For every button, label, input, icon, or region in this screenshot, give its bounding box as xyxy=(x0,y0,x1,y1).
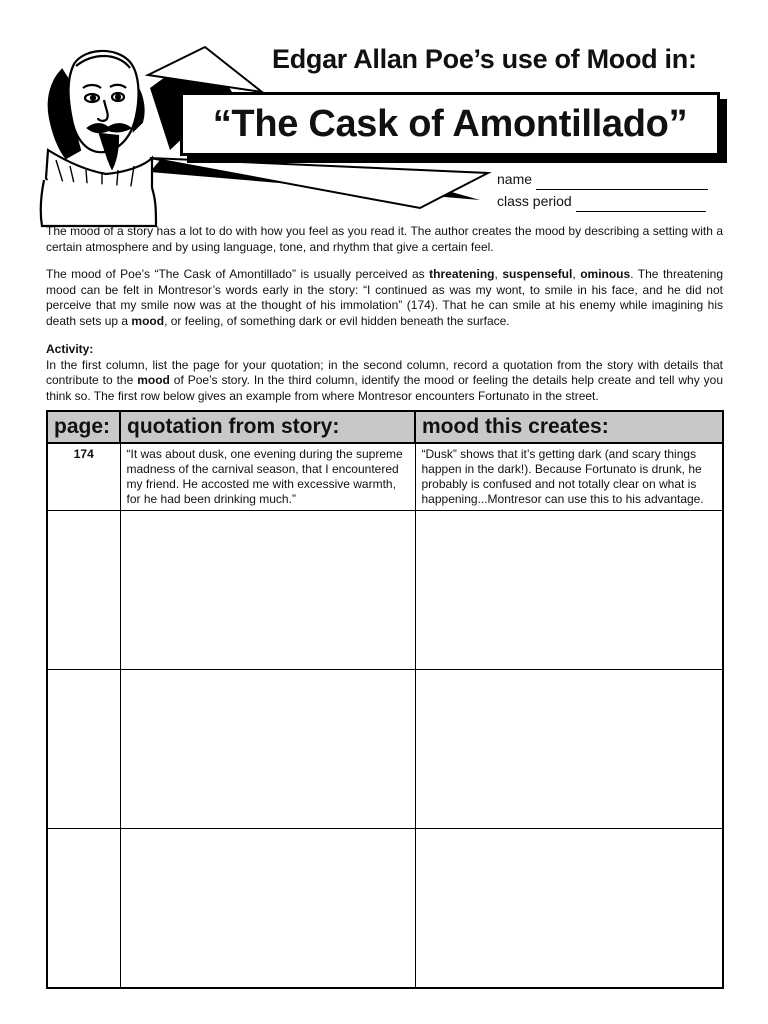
mood-worksheet-table xyxy=(46,410,724,989)
p2-bold-mood: mood xyxy=(131,313,165,328)
intro-paragraph-2 xyxy=(46,267,723,329)
header-page: page: xyxy=(47,411,120,443)
blank-quote-cell[interactable] xyxy=(120,829,415,989)
p2-bold-ominous: ominous xyxy=(580,267,631,281)
blank-page-cell[interactable] xyxy=(47,511,120,670)
p2-bold-threatening: threatening xyxy=(429,267,495,281)
blank-mood-cell[interactable] xyxy=(415,829,723,989)
table-row xyxy=(47,511,723,670)
blank-page-cell[interactable] xyxy=(47,670,120,829)
blank-quote-cell[interactable] xyxy=(120,511,415,670)
class-period-label: class period xyxy=(497,193,572,209)
p2-bold-suspenseful: suspenseful xyxy=(502,267,573,281)
activity-paragraph xyxy=(46,342,723,404)
example-quote-cell: “It was about dusk, one evening during the supreme madness of the carnival season, that I encountered my friend. He accosted me with excessive warmth, for he had been drinking much.” xyxy=(120,443,415,511)
activity-text-before: In the first column, list the page for your quotation; in the second column, record a quotation from the story with details that contribute to the xyxy=(46,357,723,387)
name-label: name xyxy=(497,171,533,187)
table-row xyxy=(47,829,723,989)
class-period-field-row xyxy=(497,190,708,212)
name-blank-line[interactable] xyxy=(536,174,708,190)
blank-mood-cell[interactable] xyxy=(415,511,723,670)
name-field-row xyxy=(497,168,708,190)
example-row xyxy=(47,443,723,511)
table-row xyxy=(47,670,723,829)
worksheet-title: “The Cask of Amontillado” xyxy=(212,102,688,145)
example-page-cell: 174 xyxy=(47,443,120,511)
intro-paragraph-1: The mood of a story has a lot to do with how you feel as you read it. The author creates the mood by describing a setting with a certain atmosphere and by using language, tone, and rhythm that give a certain feel. xyxy=(46,224,723,254)
lower-wedge xyxy=(150,158,488,208)
activity-heading: Activity: xyxy=(46,342,94,356)
activity-bold-mood: mood xyxy=(137,373,170,387)
poet-portrait-icon xyxy=(41,51,156,226)
student-fields xyxy=(497,168,708,212)
example-mood-cell: “Dusk” shows that it’s getting dark (and scary things happen in the dark!). Because Fortunato is drunk, he probably is confused and not totally clear on what is happening...Montresor can use this to his advantage. xyxy=(415,443,723,511)
worksheet-subtitle: Edgar Allan Poe’s use of Mood in: xyxy=(272,44,697,74)
activity-text-after: of Poe’s story. In the third column, identify the mood or feeling the details help create and tell why you think so. The first row below gives an example from where Montresor encounters Fortunato in the street. xyxy=(46,373,723,403)
blank-page-cell[interactable] xyxy=(47,829,120,989)
blank-mood-cell[interactable] xyxy=(415,670,723,829)
blank-quote-cell[interactable] xyxy=(120,670,415,829)
class-period-blank-line[interactable] xyxy=(576,196,706,212)
header-quotation: quotation from story: xyxy=(120,411,415,443)
p2-text-after: , or feeling, of something dark or evil hidden beneath the surface. xyxy=(164,313,510,328)
p2-text-before: The mood of Poe’s “The Cask of Amontillado” is usually perceived as xyxy=(46,267,430,281)
table-header-row xyxy=(47,411,723,443)
title-box xyxy=(180,92,720,156)
p2-text-middle: . The threatening mood can be felt in Montresor’s words early in the story: “I continued as was my wont, to smile in his face, and he did not perceive that my smile now was at the thought of his immolation” (174). That he can smile at his enemy while imagining his death sets up a xyxy=(46,267,724,328)
p2-separator-1: , xyxy=(494,267,503,281)
header-mood: mood this creates: xyxy=(415,411,723,443)
p2-separator-2: , xyxy=(572,267,581,281)
